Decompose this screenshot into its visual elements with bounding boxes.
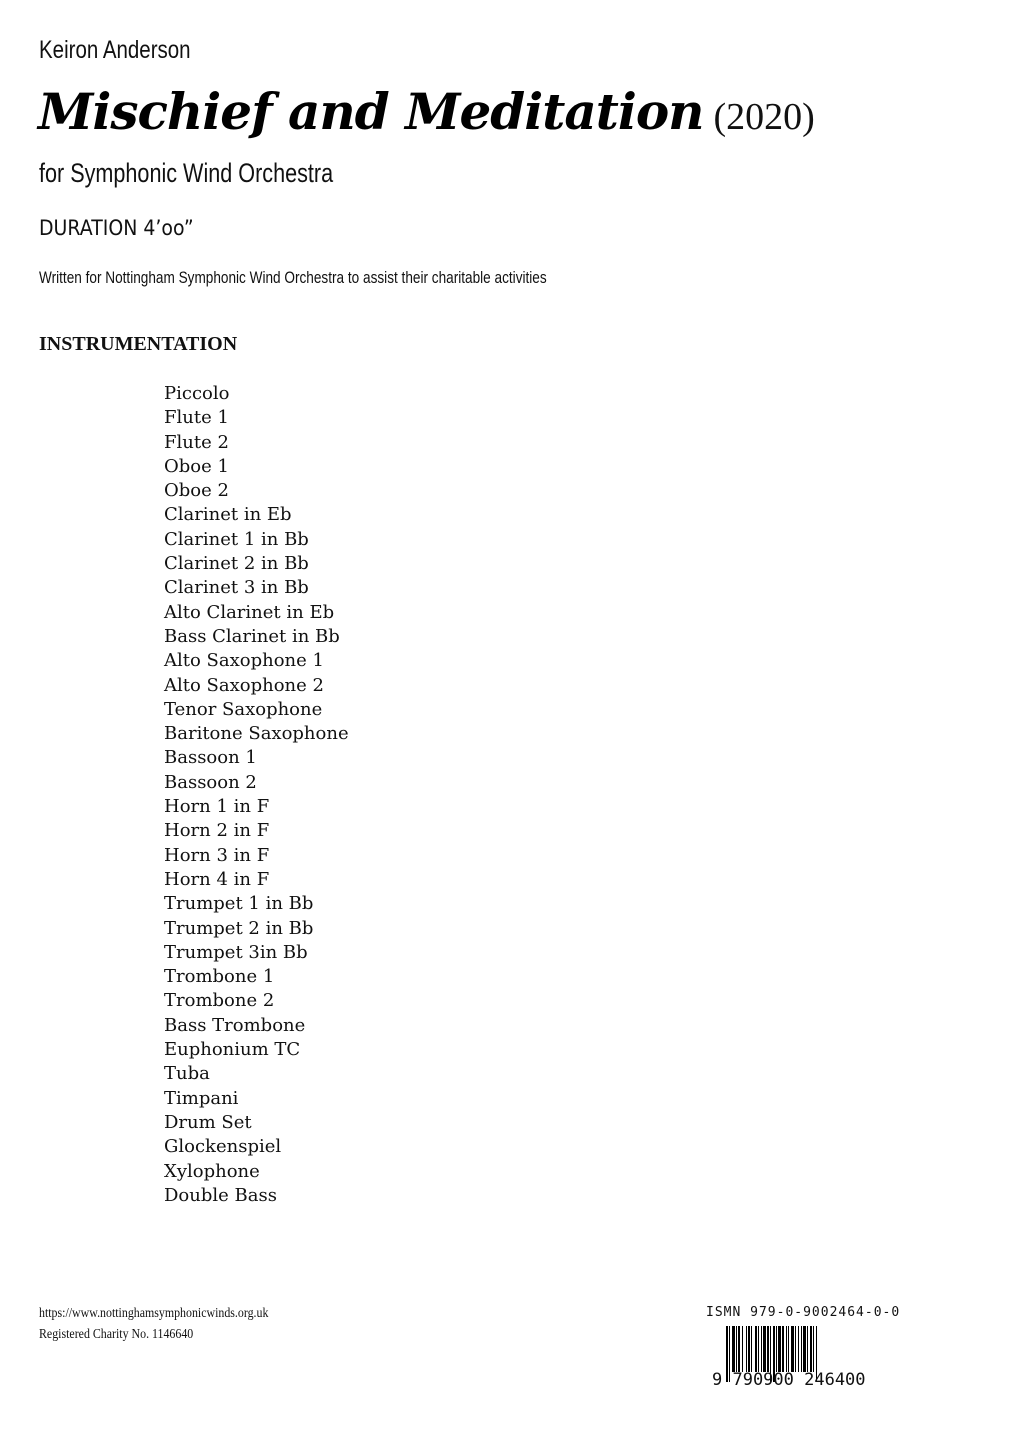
instrument-item: Horn 4 in F xyxy=(164,868,270,890)
barcode-digits: 9 790900 246400 xyxy=(712,1370,866,1390)
barcode-bar xyxy=(755,1326,757,1372)
barcode-bar xyxy=(803,1326,806,1372)
instrument-item: Clarinet in Eb xyxy=(164,504,292,526)
instrument-item: Horn 3 in F xyxy=(164,844,270,866)
footer-charity: Registered Charity No. 1146640 xyxy=(39,1327,194,1342)
instrument-item: Bassoon 1 xyxy=(164,747,257,769)
barcode-bar xyxy=(746,1326,747,1372)
instrument-item: Oboe 1 xyxy=(164,455,229,477)
instrument-item: Drum Set xyxy=(164,1111,252,1133)
footer-url[interactable]: https://www.nottinghamsymphonicwinds.org.uk xyxy=(39,1306,269,1321)
barcode-bar xyxy=(761,1326,762,1372)
dedication: Written for Nottingham Symphonic Wind Orchestra to assist their charitable activities xyxy=(39,268,547,287)
instrument-item: Xylophone xyxy=(164,1160,260,1182)
instrument-item: Horn 1 in F xyxy=(164,796,270,818)
barcode-bar xyxy=(791,1326,794,1372)
instrument-item: Glockenspiel xyxy=(164,1136,282,1158)
composer-name: Keiron Anderson xyxy=(39,36,191,64)
barcode-bar xyxy=(813,1326,814,1372)
instrument-item: Trumpet 2 in Bb xyxy=(164,917,314,939)
barcode-bar xyxy=(801,1326,802,1372)
barcode-bar xyxy=(782,1326,784,1372)
work-subtitle: for Symphonic Wind Orchestra xyxy=(39,158,334,188)
instrument-item: Flute 2 xyxy=(164,431,229,453)
instrument-item: Horn 2 in F xyxy=(164,820,270,842)
instrument-item: Bassoon 2 xyxy=(164,771,257,793)
barcode-bar xyxy=(788,1326,789,1372)
barcode-bar xyxy=(786,1326,787,1372)
instrument-item: Alto Saxophone 1 xyxy=(164,650,324,672)
instrument-item: Clarinet 3 in Bb xyxy=(164,577,309,599)
instrument-item: Alto Saxophone 2 xyxy=(164,674,324,696)
instrument-item: Piccolo xyxy=(164,383,230,404)
instrument-item: Baritone Saxophone xyxy=(164,723,349,745)
instrument-item: Euphonium TC xyxy=(164,1039,301,1061)
barcode-bar xyxy=(763,1326,766,1372)
barcode-bar xyxy=(742,1326,743,1372)
barcode-bar xyxy=(795,1326,796,1372)
barcode-bar xyxy=(776,1326,777,1372)
instrument-item: Timpani xyxy=(164,1087,239,1109)
instrument-item: Tuba xyxy=(164,1063,210,1085)
instrument-list xyxy=(164,382,349,1208)
work-title: Mischief and Meditation xyxy=(38,82,704,141)
instrumentation-heading: INSTRUMENTATION xyxy=(39,333,238,355)
instrument-item: Bass Clarinet in Bb xyxy=(164,625,340,647)
instrument-item: Trombone 1 xyxy=(164,966,275,988)
barcode-bar xyxy=(810,1326,812,1372)
instrument-item: Flute 1 xyxy=(164,407,229,429)
instrument-item: Trombone 2 xyxy=(164,990,275,1012)
barcode-bar xyxy=(778,1326,781,1372)
instrument-item: Oboe 2 xyxy=(164,480,229,502)
instrument-item: Trumpet 1 in Bb xyxy=(164,893,314,915)
work-year: (2020) xyxy=(713,96,815,138)
barcode-bar xyxy=(758,1326,759,1372)
barcode-bar xyxy=(748,1326,750,1372)
barcode-bar xyxy=(736,1326,737,1372)
instrument-item: Trumpet 3in Bb xyxy=(164,941,308,963)
barcode-bar xyxy=(798,1326,799,1372)
instrument-item: Tenor Saxophone xyxy=(164,698,323,720)
title-row xyxy=(38,82,815,141)
barcode-bar xyxy=(767,1326,769,1372)
barcode-bar xyxy=(738,1326,740,1372)
instrument-item: Alto Clarinet in Eb xyxy=(164,601,335,623)
instrument-item: Double Bass xyxy=(164,1184,277,1206)
instrument-item: Bass Trombone xyxy=(164,1014,306,1036)
instrument-item: Clarinet 1 in Bb xyxy=(164,528,309,550)
instrument-item: Clarinet 2 in Bb xyxy=(164,553,309,575)
duration: DURATION 4’oo” xyxy=(39,216,194,240)
barcode-bar xyxy=(807,1326,808,1372)
barcode-bar xyxy=(732,1326,735,1372)
barcode-bar xyxy=(751,1326,752,1372)
ismn-label: ISMN 979-0-9002464-0-0 xyxy=(706,1305,901,1320)
